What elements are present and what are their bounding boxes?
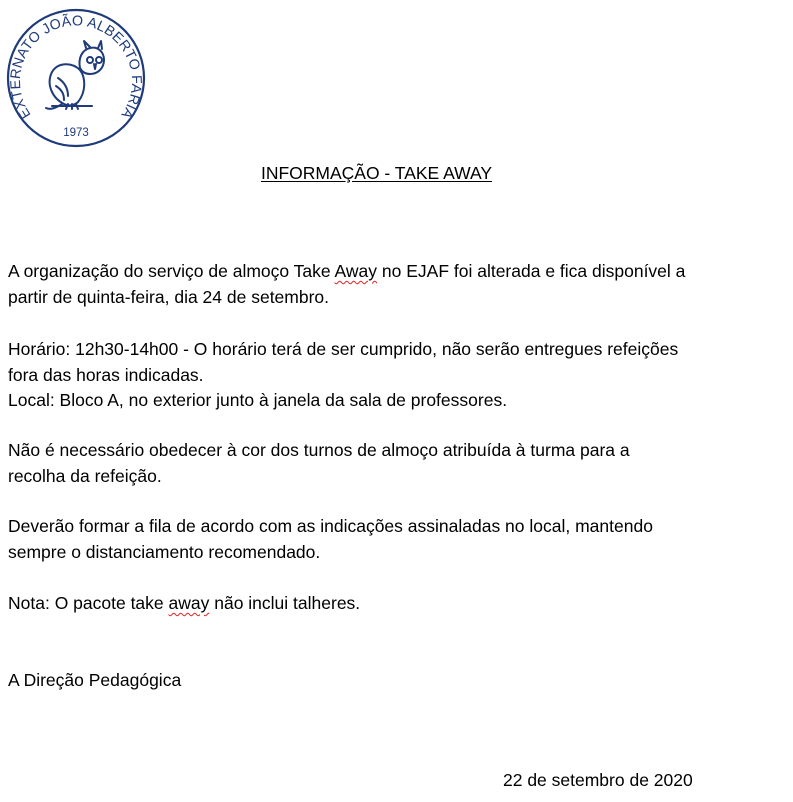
spellcheck-word: away xyxy=(168,593,210,613)
paragraph-3-line-2: recolha da refeição. xyxy=(8,465,162,486)
paragraph-1-line-1: A organização do serviço de almoço Take Away no EJAF foi alterada e fica disponível a xyxy=(8,261,686,281)
document-date: 22 de setembro de 2020 xyxy=(503,770,693,790)
schedule-line: Horário: 12h30-14h00 - O horário terá de ser cumprido, não serão entregues refeições xyxy=(8,339,679,359)
logo-year: 1973 xyxy=(63,127,89,139)
note-line: Nota: O pacote take away não inclui talheres. xyxy=(8,593,361,613)
paragraph-5 xyxy=(8,591,360,617)
page-title: INFORMAÇÃO - TAKE AWAY xyxy=(260,163,493,183)
owl-icon xyxy=(6,8,146,148)
logo-arc-text: EXTERNATO JOÃO ALBERTO FARIA xyxy=(7,13,145,122)
school-logo xyxy=(6,8,146,148)
paragraph-2 xyxy=(8,337,678,414)
paragraph-1 xyxy=(8,259,685,310)
paragraph-4-line-1: Deverão formar a fila de acordo com as indicações assinaladas no local, mantendo xyxy=(8,516,653,536)
paragraph-1-line-2: partir de quinta-feira, dia 24 de setembro. xyxy=(8,286,330,307)
paragraph-4 xyxy=(8,514,653,565)
spellcheck-word: Away xyxy=(334,261,378,281)
paragraph-4-line-2: sempre o distanciamento recomendado. xyxy=(8,541,321,562)
location-line: Local: Bloco A, no exterior junto à janela da sala de professores. xyxy=(8,390,508,411)
signature: A Direção Pedagógica xyxy=(8,670,182,690)
paragraph-3 xyxy=(8,438,630,489)
schedule-line-2: fora das horas indicadas. xyxy=(8,364,204,385)
paragraph-3-line-1: Não é necessário obedecer à cor dos turnos de almoço atribuída à turma para a xyxy=(8,440,630,460)
